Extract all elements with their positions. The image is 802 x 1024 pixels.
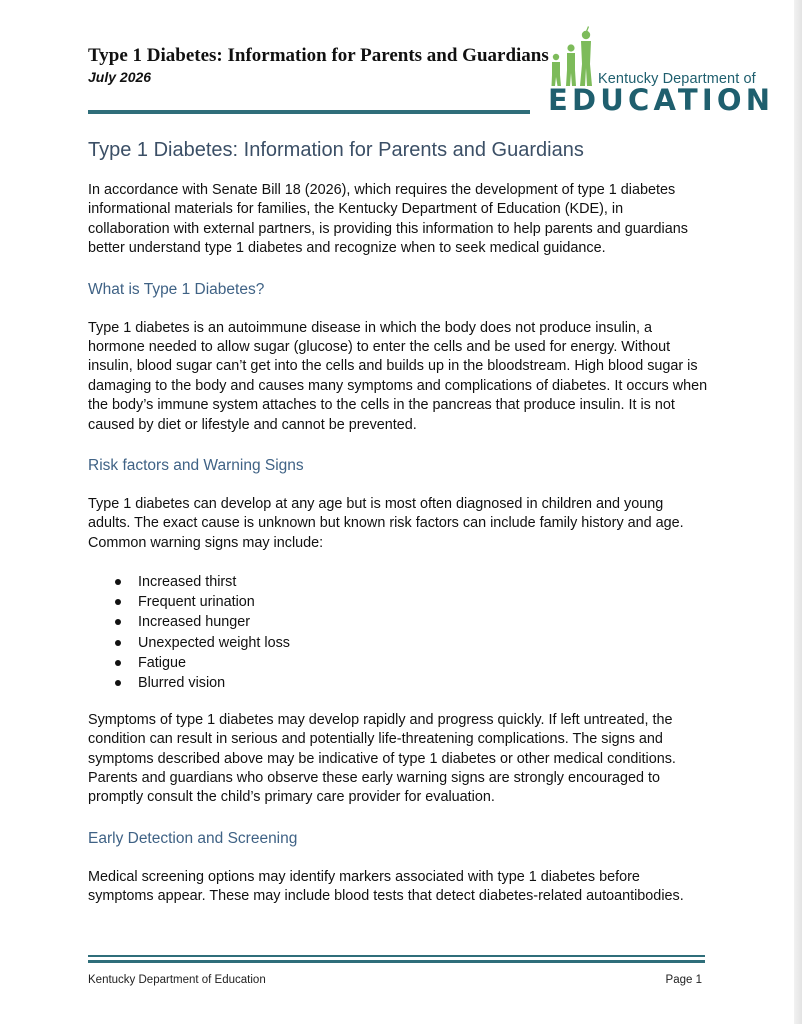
list-item: Increased hunger	[110, 612, 708, 632]
page-header	[88, 44, 549, 86]
kde-logo	[548, 26, 775, 118]
list-item: Fatigue	[110, 653, 708, 673]
section-paragraph: Type 1 diabetes can develop at any age but is most often diagnosed in children and young adults. The exact cause is unknown but known risk factors can include family history and age. Common warning signs may include:	[88, 496, 684, 551]
logo-education-text: EDUCATION	[548, 83, 775, 117]
section-paragraph: Medical screening options may identify markers associated with type 1 diabetes before symptoms appear. These may include blood tests that detect diabetes-related autoantibodies.	[88, 868, 684, 905]
intro-paragraph: In accordance with Senate Bill 18 (2026), which requires the development of type 1 diabetes informational materials for families, the Kentucky Department of Education (KDE), in collaboration with external partners, is providing this information to help parents and guardians better understand type 1 diabetes and recognize when to seek medical guidance.	[88, 182, 688, 257]
header-date: July 2026	[88, 69, 152, 85]
section-paragraph: Symptoms of type 1 diabetes may develop rapidly and progress quickly. If left untreated, the condition can result in serious and potentially life-threatening complications. The signs and symptoms described above may be indicative of type 1 diabetes or other medical conditions. Parents and guardians who observe these early warning signs are strongly encouraged to promptly consult the child’s primary care provider for evaluation.	[88, 711, 676, 806]
section-heading-what-is: What is Type 1 Diabetes?	[88, 280, 265, 298]
list-item: Unexpected weight loss	[110, 633, 708, 653]
section-heading-risk-factors: Risk factors and Warning Signs	[88, 457, 304, 475]
section-heading-early-detection: Early Detection and Screening	[88, 829, 298, 847]
list-item: Blurred vision	[110, 673, 708, 693]
page-edge	[794, 0, 802, 1024]
document-body	[88, 137, 708, 907]
logo-department-text: Kentucky Department of	[598, 71, 756, 87]
page-number: Page 1	[665, 974, 702, 986]
family-figures-icon	[548, 26, 602, 88]
document-title: Type 1 Diabetes: Information for Parents and Guardians	[88, 139, 584, 161]
header-title: Type 1 Diabetes: Information for Parents and Guardians	[88, 45, 549, 66]
footer-rule	[88, 960, 705, 963]
warning-signs-list	[88, 572, 708, 693]
list-item: Increased thirst	[110, 572, 708, 592]
footer-organization: Kentucky Department of Education	[88, 974, 266, 986]
footer-rule	[88, 955, 705, 957]
section-paragraph: Type 1 diabetes is an autoimmune disease in which the body does not produce insulin, a hormone needed to allow sugar (glucose) to enter the cells and be used for energy. Without insulin, blood sugar can’t get into the cells and builds up in the bloodstream. High blood sugar is damaging to the body and causes many symptoms and complications of diabetes. It occurs when the body’s immune system attaches to the cells in the pancreas that produce insulin. It is not caused by diet or lifestyle and cannot be prevented.	[88, 319, 708, 433]
header-rule	[88, 110, 530, 114]
list-item: Frequent urination	[110, 592, 708, 612]
